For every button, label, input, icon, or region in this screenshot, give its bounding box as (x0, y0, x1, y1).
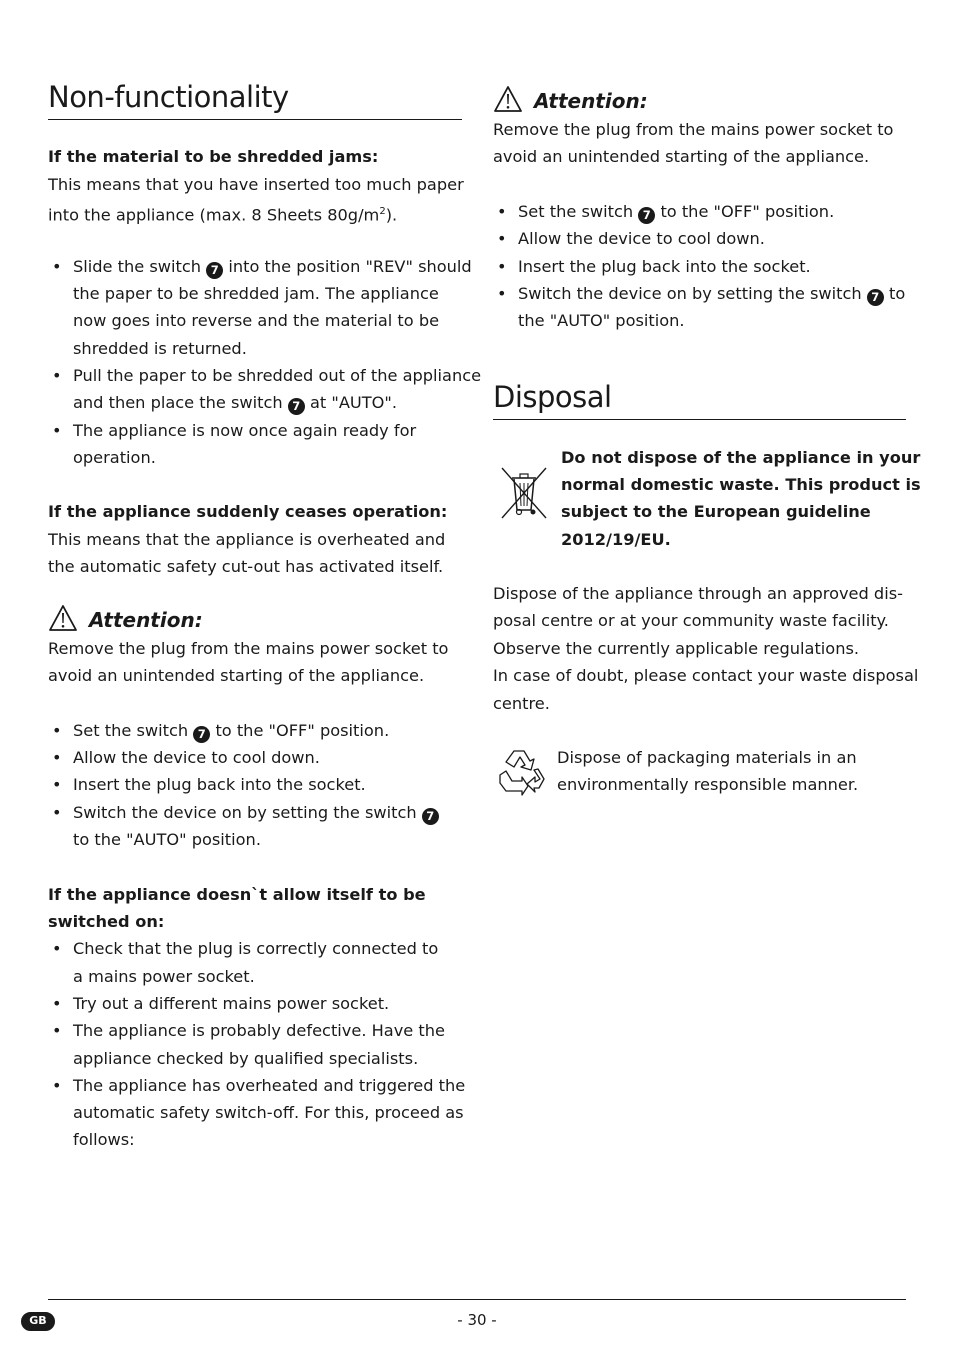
list-item-cont: shredded is returned. (73, 339, 247, 358)
footer-rule (48, 1299, 906, 1300)
list-item: • The appliance is now once again ready for (52, 421, 417, 440)
section-title-disposal: Disposal (493, 380, 612, 414)
switch-7-badge: 7 (867, 289, 884, 306)
paragraph-line: into the appliance (max. 8 Sheets $80g/m^2$). (48, 205, 398, 225)
list-item: • Switch the device on by setting the switch 7 (48, 799, 439, 826)
list-item-cont: a mains power socket. (73, 967, 255, 986)
list-item: • Pull the paper to be shredded out of the appliance (52, 366, 482, 385)
list-item-cont: to the "AUTO" position. (73, 830, 261, 849)
list-item: • Insert the plug back into the socket. (52, 775, 366, 794)
title-rule (493, 419, 906, 420)
switch-7-badge: 7 (288, 398, 305, 415)
list-item: • Slide the switch 7 into the position "REV" should (52, 257, 472, 277)
list-item: • Allow the device to cool down. (52, 748, 320, 767)
paragraph-line: Dispose of the appliance through an approved dis- (493, 584, 903, 603)
weee-notice-line: subject to the European guideline (561, 502, 871, 521)
subheading-not-switch-on-cont: switched on: (48, 912, 165, 931)
paragraph-line: avoid an unintended starting of the appliance. (48, 666, 425, 685)
page-number: - 30 - (457, 1311, 497, 1329)
weee-notice-line: Do not dispose of the appliance in your (561, 448, 921, 467)
paragraph-line: In case of doubt, please contact your waste disposal (493, 666, 919, 685)
subheading-material-jams: If the material to be shredded jams: (48, 147, 379, 166)
switch-7-badge: 7 (206, 262, 223, 279)
section-title-non-functionality: Non-functionality (48, 80, 289, 114)
list-item: • Insert the plug back into the socket. (497, 257, 811, 276)
list-item: • Try out a different mains power socket. (52, 994, 390, 1013)
recycling-arrows-icon (494, 745, 550, 803)
list-item-cont: the "AUTO" position. (518, 311, 685, 330)
subheading-not-switch-on: If the appliance doesn`t allow itself to be (48, 885, 426, 904)
warning-triangle-icon (48, 604, 78, 632)
list-item-cont: now goes into reverse and the material to be (73, 311, 440, 330)
list-item: • Switch the device on by setting the switch 7 to (497, 284, 906, 304)
list-item-cont: follows: (73, 1130, 135, 1149)
switch-7-badge: 7 (193, 726, 210, 743)
paragraph-line: Remove the plug from the mains power socket to (48, 639, 449, 658)
title-rule (48, 119, 462, 120)
paragraph-line: This means that you have inserted too much paper (48, 175, 464, 194)
list-item-cont: appliance checked by qualified specialists. (73, 1049, 419, 1068)
switch-7-badge: 7 (422, 808, 439, 825)
list-item-cont: automatic safety switch-off. For this, proceed as (73, 1103, 464, 1122)
crossed-out-bin-icon (499, 466, 549, 524)
switch-7-badge: 7 (638, 207, 655, 224)
paragraph-line: avoid an unintended starting of the appliance. (493, 147, 870, 166)
paragraph-line: This means that the appliance is overheated and (48, 530, 446, 549)
paragraph-line: centre. (493, 694, 550, 713)
list-item: • Set the switch 7 to the "OFF" position. (52, 721, 390, 741)
list-item-cont: operation. (73, 448, 156, 467)
list-item: • Check that the plug is correctly connected to (52, 939, 439, 958)
paragraph-line: Remove the plug from the mains power socket to (493, 120, 894, 139)
language-badge: GB (21, 1312, 55, 1331)
weee-notice-line: normal domestic waste. This product is (561, 475, 921, 494)
subheading-ceases-operation: If the appliance suddenly ceases operation: (48, 502, 448, 521)
paragraph-line: Observe the currently applicable regulations. (493, 639, 860, 658)
paragraph-line: posal centre or at your community waste facility. (493, 611, 889, 630)
list-item: • Set the switch 7 to the "OFF" position. (497, 202, 835, 222)
paragraph-line: the automatic safety cut-out has activated itself. (48, 557, 444, 576)
warning-triangle-icon (493, 85, 523, 113)
weee-notice-line: 2012/19/EU. (561, 530, 671, 549)
list-item: • Allow the device to cool down. (497, 229, 765, 248)
list-item-cont: the paper to be shredded jam. The appliance (73, 284, 439, 303)
recycle-note-line: Dispose of packaging materials in an (557, 748, 857, 767)
list-item-cont: and then place the switch 7 at "AUTO". (73, 393, 397, 413)
list-item: • The appliance is probably defective. Have the (52, 1021, 445, 1040)
list-item: • The appliance has overheated and triggered the (52, 1076, 466, 1095)
recycle-note-line: environmentally responsible manner. (557, 775, 859, 794)
